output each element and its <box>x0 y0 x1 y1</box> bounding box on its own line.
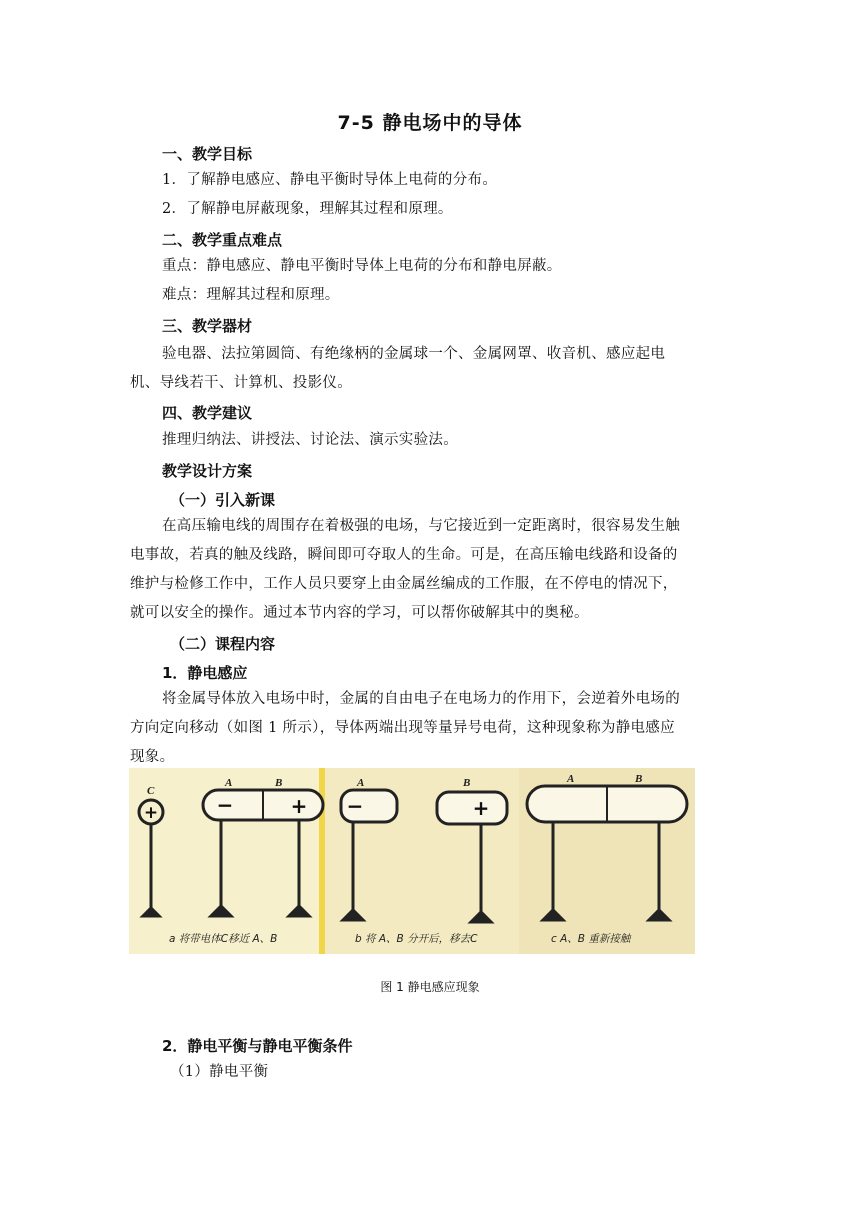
section-heading-key-points: 二、教学重点难点 <box>162 231 283 249</box>
plus-sign: + <box>290 794 308 818</box>
section-heading-goals: 一、教学目标 <box>162 145 253 163</box>
label-b: B <box>635 773 643 785</box>
paragraph-line: 现象。 <box>130 749 175 765</box>
equipment-text: 机、导线若干、计算机、投影仪。 <box>130 375 352 391</box>
figure-electrostatic-induction <box>129 768 695 954</box>
section-heading-equipment: 三、教学器材 <box>162 317 253 335</box>
panel-c-caption: c A、B 重新接触 <box>551 933 631 945</box>
subtopic-heading: （1）静电平衡 <box>170 1064 269 1080</box>
goal-item: 1．了解静电感应、静电平衡时导体上电荷的分布。 <box>162 172 498 188</box>
paragraph-line: 电事故，若真的触及线路，瞬间即可夺取人的生命。可是，在高压输电线路和设备的 <box>130 547 678 563</box>
goal-item: 2．了解静电屏蔽现象，理解其过程和原理。 <box>162 201 453 217</box>
figure-illustration <box>129 768 695 954</box>
design-heading: 教学设计方案 <box>162 462 253 480</box>
panel-b-caption: b 将 A、B 分开后，移去C <box>355 933 478 945</box>
plus-sign: + <box>472 796 490 820</box>
page-title: 7-5 静电场中的导体 <box>337 112 523 134</box>
label-c: C <box>147 785 155 797</box>
paragraph-line: 方向定向移动（如图 1 所示），导体两端出现等量异号电荷，这种现象称为静电感应 <box>130 720 675 736</box>
paragraph-line: 就可以安全的操作。通过本节内容的学习，可以帮你破解其中的奥秘。 <box>130 605 589 621</box>
paragraph-line: 将金属导体放入电场中时，金属的自由电子在电场力的作用下，会逆着外电场的 <box>162 691 680 707</box>
paragraph-line: 维护与检修工作中，工作人员只要穿上由金属丝编成的工作服，在不停电的情况下， <box>130 576 678 592</box>
topic-heading: 1．静电感应 <box>162 664 248 682</box>
figure-caption: 图 1 静电感应现象 <box>380 980 480 994</box>
paragraph-line: 在高压输电线的周围存在着极强的电场，与它接近到一定距离时，很容易发生触 <box>162 518 680 534</box>
label-b: B <box>463 777 471 789</box>
difficulty-text: 难点：理解其过程和原理。 <box>162 287 340 303</box>
equipment-text: 验电器、法拉第圆筒、有绝缘柄的金属球一个、金属网罩、收音机、感应起电 <box>162 346 666 362</box>
minus-sign: − <box>216 793 234 817</box>
methods-text: 推理归纳法、讲授法、讨论法、演示实验法。 <box>162 432 458 448</box>
panel-a-caption: a 将带电体C移近 A、B <box>169 933 278 945</box>
minus-sign: − <box>346 794 364 818</box>
label-b: B <box>275 777 283 789</box>
key-point-text: 重点：静电感应、静电平衡时导体上电荷的分布和静电屏蔽。 <box>162 258 562 274</box>
plus-sign: + <box>143 803 159 823</box>
content-heading: （二）课程内容 <box>170 635 276 653</box>
topic-heading: 2．静电平衡与静电平衡条件 <box>162 1037 353 1055</box>
label-a: A <box>357 777 365 789</box>
section-heading-suggestions: 四、教学建议 <box>162 404 253 422</box>
intro-heading: （一）引入新课 <box>170 491 276 509</box>
label-a: A <box>225 777 233 789</box>
label-a: A <box>567 773 575 785</box>
